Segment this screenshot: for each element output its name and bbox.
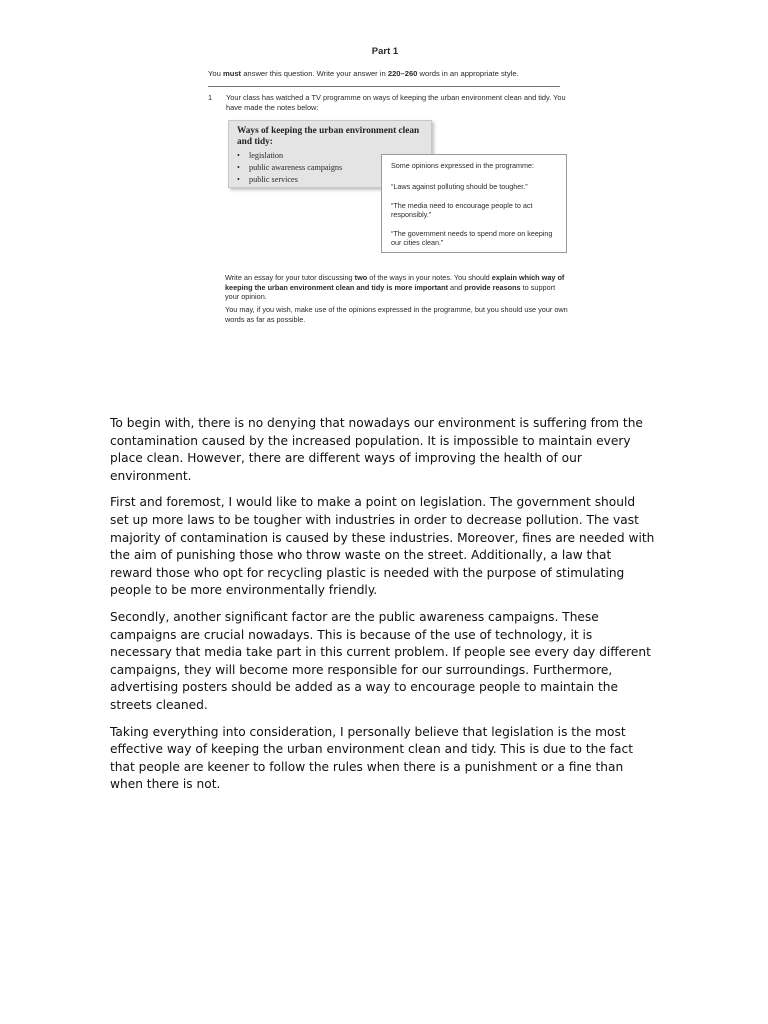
instruction-word-count: 220–260 — [387, 69, 418, 78]
task-segment: to support your opinion. — [225, 282, 556, 302]
task-emphasis: provide reasons — [464, 282, 521, 292]
opinions-heading: Some opinions expressed in the programme: — [391, 161, 535, 170]
question-number: 1 — [208, 93, 213, 102]
essay-paragraph: Secondly, another significant factor are the public awareness campaigns. These campaigns are crucial nowadays. This is because of the use of technology, it is necessary that media take part in this current problem. If people see every day different campaigns, they will become more responsible for our surroundings. Furthermore, advertising posters should be added as a way to encourage people to maintain the streets cleaned. — [110, 609, 651, 712]
task-emphasis: explain which way of keeping the urban environment clean and tidy is more important — [225, 273, 565, 292]
essay-paragraph: To begin with, there is no denying that nowadays our environment is suffering from the contamination caused by the increased population. It is impossible to maintain every place clean. However, there are different ways of improving the health of our environment. — [110, 416, 643, 483]
task-text — [225, 273, 570, 302]
essay-body — [110, 415, 655, 803]
notes-list — [237, 150, 342, 186]
notes-title: Ways of keeping the urban environment clean and tidy: — [237, 126, 420, 147]
opinion-item: “Laws against polluting should be tougher.” — [391, 182, 528, 191]
essay-paragraph: First and foremost, I would like to make a point on legislation. The government should set up more laws to be tougher with industries in order to decrease pollution. The vast majority of contamination is caused by these industries. Moreover, fines are needed with the aim of punishing those who throw waste on the street. Additionally, a law that reward those who opt for recycling plastic is needed with the purpose of stimulating people to be more environmentally friendly. — [110, 495, 655, 598]
question-text: Your class has watched a TV programme on ways of keeping the urban environment clean and tidy. You have made the notes below: — [226, 93, 566, 112]
essay-paragraph: Taking everything into consideration, I personally believe that legislation is the most effective way of keeping the urban environment clean and tidy. This is due to the fact that people are keener to follow the rules when there is a punishment or a fine than when there is not. — [110, 724, 633, 792]
advice-text: You may, if you wish, make use of the opinions expressed in the programme, but you should use your own words as far as possible. — [225, 305, 568, 324]
notes-item: • legislation — [237, 150, 342, 162]
divider — [208, 86, 560, 87]
task-segment: Write an essay for your tutor discussing — [225, 273, 355, 282]
opinion-item: “The media need to encourage people to act responsibly.” — [391, 201, 533, 219]
exam-question-scan — [200, 40, 570, 340]
task-segment: of the ways in your notes. You should — [367, 273, 492, 282]
instruction-text: answer this question. Write your answer in — [241, 69, 388, 78]
notes-item: • public awareness campaigns — [237, 162, 342, 174]
instruction-must: must — [222, 69, 242, 78]
task-segment: and — [448, 282, 465, 292]
part-title: Part 1 — [371, 46, 399, 57]
notes-item: • public services — [237, 174, 342, 186]
opinion-item: “The government needs to spend more on keeping our cities clean.” — [391, 229, 553, 247]
task-emphasis: two — [354, 273, 368, 282]
opinions-box — [381, 154, 567, 253]
instruction-text: words in an appropriate style. — [417, 69, 519, 78]
instruction-line — [208, 69, 519, 78]
instruction-text: You — [208, 69, 223, 78]
